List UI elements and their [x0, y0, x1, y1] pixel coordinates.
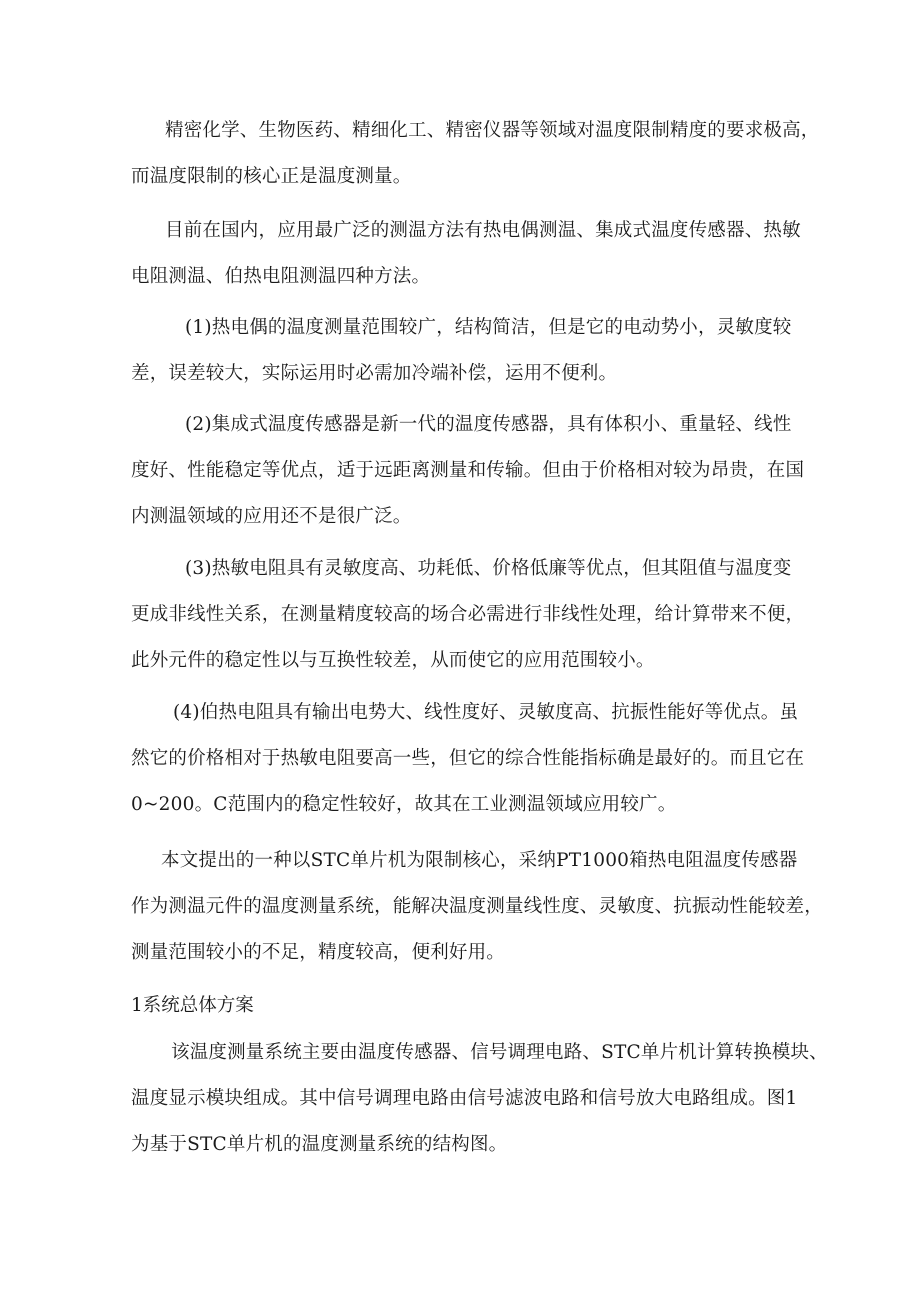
text-line: 0~200。C范围内的稳定性较好，故其在工业测温领域应用较广。 — [131, 794, 677, 815]
text-line: 目前在国内，应用最广泛的测温方法有热电偶测温、集成式温度传感器、热敏 — [165, 220, 801, 241]
text-line: 此外元件的稳定性以与互换性较差，从而使它的应用范围较小。 — [131, 650, 655, 671]
text-line: (4)伯热电阻具有输出电势大、线性度好、灵敏度高、抗振性能好等优点。虽 — [173, 702, 799, 723]
text-line: 电阻测温、伯热电阻测温四种方法。 — [131, 266, 431, 287]
text-line: 作为测温元件的温度测量系统，能解决温度测量线性度、灵敏度、抗振动性能较差， — [131, 896, 823, 917]
paragraph-thermocouple — [131, 305, 811, 397]
text-line: (2)集成式温度传感器是新一代的温度传感器，具有体积小、重量轻、线性 — [185, 414, 792, 435]
paragraph-system-overview — [131, 1030, 828, 1168]
text-line: 差，误差较大，实际运用时必需加冷端补偿，运用不便利。 — [131, 363, 618, 384]
text-line: 精密化学、生物医药、精细化工、精密仪器等领域对温度限制精度的要求极高， — [165, 120, 820, 141]
paragraph-proposed-system — [131, 838, 823, 976]
text-line: 然它的价格相对于热敏电阻要高一些，但它的综合性能指标确是最好的。而且它在 — [131, 748, 805, 769]
text-line: 内测温领域的应用还不是很广泛。 — [131, 506, 412, 527]
text-line: 为基于STC单片机的温度测量系统的结构图。 — [131, 1134, 508, 1155]
text-line: 更成非线性关系，在测量精度较高的场合必需进行非线性处理，给计算带来不便， — [131, 604, 805, 625]
text-line: 而温度限制的核心正是温度测量。 — [131, 166, 412, 187]
paragraph-integrated-sensor — [131, 402, 811, 540]
text-line: (3)热敏电阻具有灵敏度高、功耗低、价格低廉等优点，但其阻值与温度变 — [185, 558, 792, 579]
paragraph-methods-overview — [131, 208, 811, 300]
text-line: 度好、性能稳定等优点，适于远距离测量和传输。但由于价格相对较为昂贵，在国 — [131, 460, 805, 481]
paragraph-intro — [131, 108, 820, 200]
paragraph-platinum-resistance — [131, 690, 811, 828]
text-line: 本文提出的一种以STC单片机为限制核心，采纳PT1000箱热电阻温度传感器 — [161, 850, 798, 871]
text-line: 该温度测量系统主要由温度传感器、信号调理电路、STC单片机计算转换模块、 — [171, 1042, 828, 1063]
text-line: 测量范围较小的不足，精度较高，便利好用。 — [131, 942, 506, 963]
text-line: (1)热电偶的温度测量范围较广，结构简洁，但是它的电动势小，灵敏度较 — [185, 317, 792, 338]
section-heading: 1系统总体方案 — [131, 995, 254, 1016]
paragraph-thermistor — [131, 546, 811, 684]
text-line: 温度显示模块组成。其中信号调理电路由信号滤波电路和信号放大电路组成。图1 — [131, 1088, 798, 1109]
